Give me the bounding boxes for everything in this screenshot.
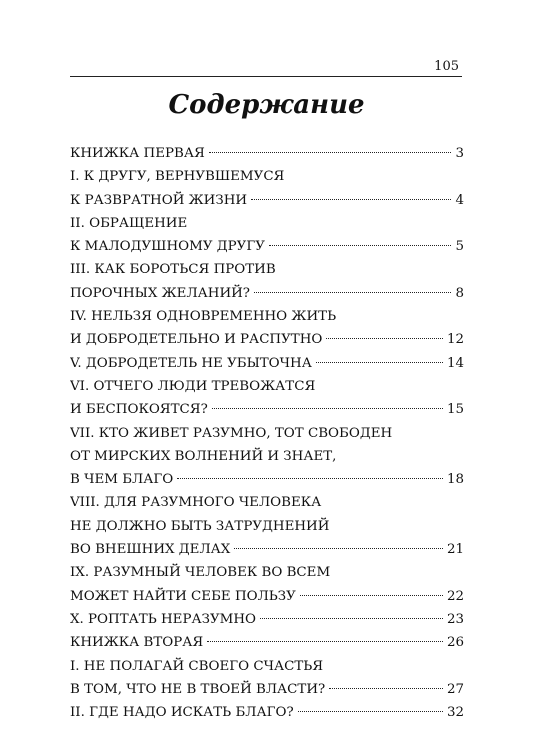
toc-page-number: 12 <box>446 332 464 348</box>
toc-entry-line <box>70 515 464 538</box>
toc-entry-text: IX. РАЗУМНЫЙ ЧЕЛОВЕК ВО ВСЕМ <box>70 565 331 581</box>
dot-leader <box>326 338 443 339</box>
toc-entry-text: В ЧЕМ БЛАГО <box>70 472 174 488</box>
toc-entry <box>70 212 464 259</box>
dot-leader <box>316 362 443 363</box>
dot-leader <box>212 408 443 409</box>
toc-entry-text: КНИЖКА ПЕРВАЯ <box>70 146 205 161</box>
dot-leader <box>329 688 443 689</box>
dot-leader <box>298 711 443 712</box>
dot-leader <box>251 199 451 200</box>
toc-entry-text: ВО ВНЕШНИХ ДЕЛАХ <box>70 542 231 558</box>
toc-page-number: 27 <box>446 681 464 697</box>
page-title: Содержание <box>168 90 365 120</box>
toc-entry-text: X. РОПТАТЬ НЕРАЗУМНО <box>70 611 256 627</box>
dot-leader <box>209 152 452 153</box>
toc-entry-last-line <box>70 631 464 654</box>
toc-entry <box>70 258 464 305</box>
toc-entry-last-line <box>70 608 464 631</box>
toc-entry-text: II. ОБРАЩЕНИЕ <box>70 215 188 231</box>
toc-entry-line <box>70 165 464 188</box>
dot-leader <box>260 618 443 619</box>
toc-entry-text: II. ГДЕ НАДО ИСКАТЬ БЛАГО? <box>70 705 294 721</box>
toc-entry-text: КНИЖКА ВТОРАЯ <box>70 635 204 651</box>
toc-entry-text: И ДОБРОДЕТЕЛЬНО И РАСПУТНО <box>70 332 323 348</box>
toc-page-number: 22 <box>446 588 464 604</box>
toc-entry-text: IV. НЕЛЬЗЯ ОДНОВРЕМЕННО ЖИТЬ <box>70 309 337 325</box>
toc-entry-last-line <box>70 678 464 701</box>
toc-entry-last-line <box>70 282 464 305</box>
toc-entry-last-line <box>70 328 464 351</box>
toc-entry <box>70 352 464 375</box>
toc-entry-text: III. КАК БОРОТЬСЯ ПРОТИВ <box>70 262 276 278</box>
toc-entry-last-line <box>70 538 464 561</box>
toc-entry-last-line <box>70 701 464 724</box>
toc-entry <box>70 305 464 352</box>
dot-leader <box>207 641 443 642</box>
toc-entry-line <box>70 375 464 398</box>
dot-leader <box>254 292 451 293</box>
toc-entry-last-line <box>70 235 464 258</box>
toc-entry-text: МОЖЕТ НАЙТИ СЕБЕ ПОЛЬЗУ <box>70 588 296 604</box>
toc-entry-line <box>70 655 464 678</box>
toc-entry <box>70 142 464 165</box>
toc-entry <box>70 422 464 492</box>
page-number: 105 <box>434 59 459 74</box>
toc-entry <box>70 701 464 724</box>
toc-page-number: 4 <box>455 192 464 208</box>
toc-entry <box>70 165 464 212</box>
toc-entry-last-line <box>70 189 464 212</box>
toc-page-number: 8 <box>455 285 464 301</box>
toc-entry <box>70 375 464 422</box>
toc-entry-text: К МАЛОДУШНОМУ ДРУГУ <box>70 239 265 255</box>
toc-page-number: 18 <box>446 472 464 488</box>
toc-page-number: 26 <box>446 635 464 651</box>
toc-entry-line <box>70 305 464 328</box>
table-of-contents <box>70 142 464 724</box>
toc-page-number: 14 <box>446 355 464 371</box>
toc-entry-text: К РАЗВРАТНОЙ ЖИЗНИ <box>70 192 248 208</box>
toc-entry-last-line <box>70 585 464 608</box>
toc-entry-text: I. НЕ ПОЛАГАЙ СВОЕГО СЧАСТЬЯ <box>70 658 324 674</box>
toc-entry-text: НЕ ДОЛЖНО БЫТЬ ЗАТРУДНЕНИЙ <box>70 518 330 534</box>
dot-leader <box>234 548 443 549</box>
toc-page-number: 23 <box>446 611 464 627</box>
toc-entry-line <box>70 445 464 468</box>
toc-page-number: 15 <box>446 402 464 418</box>
toc-entry-text: ПОРОЧНЫХ ЖЕЛАНИЙ? <box>70 285 250 301</box>
toc-entry-text: В ТОМ, ЧТО НЕ В ТВОЕЙ ВЛАСТИ? <box>70 681 326 697</box>
toc-entry-last-line <box>70 352 464 375</box>
toc-entry-line <box>70 561 464 584</box>
dot-leader <box>300 595 443 596</box>
toc-page-number: 21 <box>446 542 464 558</box>
toc-page-number: 5 <box>455 239 464 255</box>
toc-entry <box>70 655 464 702</box>
toc-entry <box>70 561 464 608</box>
toc-entry-last-line <box>70 468 464 491</box>
toc-entry <box>70 631 464 654</box>
toc-entry-last-line <box>70 398 464 421</box>
toc-entry-line <box>70 212 464 235</box>
toc-entry-line <box>70 491 464 514</box>
toc-entry <box>70 491 464 561</box>
header-rule <box>70 76 462 77</box>
toc-entry-text: I. К ДРУГУ, ВЕРНУВШЕМУСЯ <box>70 169 285 185</box>
toc-entry-text: И БЕСПОКОЯТСЯ? <box>70 402 208 418</box>
dot-leader <box>177 478 443 479</box>
toc-entry-line <box>70 422 464 445</box>
toc-entry-text: ОТ МИРСКИХ ВОЛНЕНИЙ И ЗНАЕТ, <box>70 448 337 464</box>
toc-entry-last-line <box>70 142 464 165</box>
toc-page-number: 32 <box>446 705 464 721</box>
toc-entry-text: VIII. ДЛЯ РАЗУМНОГО ЧЕЛОВЕКА <box>70 495 322 511</box>
toc-entry-text: VI. ОТЧЕГО ЛЮДИ ТРЕВОЖАТСЯ <box>70 378 316 394</box>
toc-page-number: 3 <box>455 146 464 161</box>
toc-entry-text: V. ДОБРОДЕТЕЛЬ НЕ УБЫТОЧНА <box>70 355 312 371</box>
toc-entry-text: VII. КТО ЖИВЕТ РАЗУМНО, ТОТ СВОБОДЕН <box>70 425 393 441</box>
toc-entry-line <box>70 258 464 281</box>
toc-entry <box>70 608 464 631</box>
dot-leader <box>269 245 452 246</box>
